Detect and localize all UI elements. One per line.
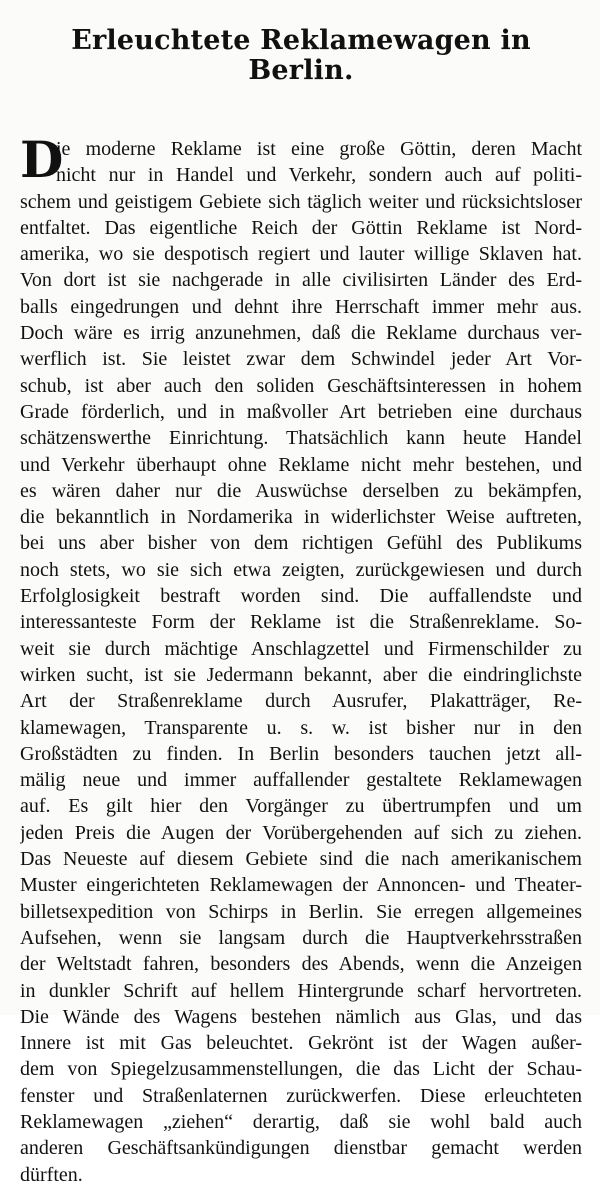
- text-line: ie moderne Reklame ist eine große Göttin, deren Macht: [56, 138, 582, 160]
- article-body: [20, 130, 582, 1188]
- text-line: amerika, wo sie despotisch regiert und lauter willige Sklaven hat.: [20, 243, 582, 266]
- text-line: bei uns aber bisher von dem richtigen Gefühl des Publikums: [20, 532, 582, 555]
- text-line: billetsexpedition von Schirps in Berlin. Sie erregen allgemeines: [20, 900, 582, 923]
- text-line: schätzenswerthe Einrichtung. Thatsächlich kann heute Handel: [20, 427, 582, 450]
- text-line: in dunkler Schrift auf hellem Hintergrunde scharf hervortreten.: [20, 979, 582, 1002]
- text-line: der Weltstadt fahren, besonders des Abends, wenn die Anzeigen: [20, 953, 582, 976]
- text-line: Muster eingerichteten Reklamewagen der Annoncen- und Theater-: [20, 874, 582, 897]
- text-line: weit sie durch mächtige Anschlagzettel und Firmenschilder zu: [20, 637, 582, 660]
- text-line: wirken sucht, ist sie Jedermann bekannt, aber die eindringlichste: [20, 663, 582, 686]
- text-line: es wären daher nur die Auswüchse derselben zu bekämpfen,: [20, 479, 582, 502]
- text-line: Grade förderlich, und in maßvoller Art betrieben eine durchaus: [20, 400, 582, 423]
- text-line: Die Wände des Wagens bestehen nämlich aus Glas, und das: [20, 1005, 582, 1028]
- text-line: schub, ist aber auch den soliden Geschäftsinteressen in hohem: [20, 374, 582, 397]
- text-line: Innere ist mit Gas beleuchtet. Gekrönt ist der Wagen außer-: [20, 1032, 582, 1055]
- text-line: balls eingedrungen und dehnt ihre Herrschaft immer mehr aus.: [20, 295, 582, 318]
- article-title: Erleuchtete Reklamewagen in Berlin.: [71, 25, 531, 86]
- text-line: dürften.: [20, 1163, 83, 1186]
- text-line: Von dort ist sie nachgerade in alle civilisirten Länder des Erd-: [20, 269, 582, 292]
- text-line: fenster und Straßenlaternen zurückwerfen. Diese erleuchteten: [20, 1084, 582, 1107]
- text-line: Doch wäre es irrig anzunehmen, daß die Reklame durchaus ver-: [20, 322, 582, 345]
- text-line: die bekanntlich in Nordamerika in widerlichster Weise auftreten,: [20, 506, 582, 529]
- text-line: Erfolglosigkeit bestraft worden sind. Die auffallendste und: [20, 585, 582, 608]
- text-line: werflich ist. Sie leistet zwar dem Schwindel jeder Art Vor-: [20, 348, 582, 371]
- text-line: Reklamewagen „ziehen“ derartig, daß sie wohl bald auch: [20, 1110, 582, 1133]
- text-line: auf. Es gilt hier den Vorgänger zu übertrumpfen und um: [20, 795, 582, 818]
- text-line: und Verkehr überhaupt ohne Reklame nicht mehr bestehen, und: [20, 453, 582, 476]
- text-line: jeden Preis die Augen der Vorübergehenden auf sich zu ziehen.: [20, 821, 582, 844]
- text-line: klamewagen, Transparente u. s. w. ist bisher nur in den: [20, 716, 582, 739]
- text-line: noch stets, wo sie sich etwa zeigten, zurückgewiesen und durch: [20, 558, 582, 581]
- text-line: nicht nur in Handel und Verkehr, sondern auch auf politi-: [56, 164, 582, 187]
- drop-cap: D: [20, 130, 64, 189]
- text-line: Aufsehen, wenn sie langsam durch die Hauptverkehrsstraßen: [20, 926, 582, 949]
- text-line: Art der Straßenreklame durch Ausrufer, Plakatträger, Re-: [20, 690, 582, 713]
- text-line: dem von Spiegelzusammenstellungen, die das Licht der Schau-: [20, 1058, 582, 1081]
- text-line: anderen Geschäftsankündigungen dienstbar gemacht werden: [20, 1137, 582, 1160]
- text-line: interessanteste Form der Reklame ist die Straßenreklame. So-: [20, 611, 582, 634]
- text-line: entfaltet. Das eigentliche Reich der Göttin Reklame ist Nord-: [20, 216, 582, 239]
- text-line: schem und geistigem Gebiete sich täglich weiter und rücksichtsloser: [20, 190, 582, 213]
- text-line: Großstädten zu finden. In Berlin besonders tauchen jetzt all-: [20, 742, 582, 765]
- text-line: mälig neue und immer auffallender gestaltete Reklamewagen: [20, 769, 582, 792]
- text-line: Das Neueste auf diesem Gebiete sind die nach amerikanischem: [20, 848, 582, 871]
